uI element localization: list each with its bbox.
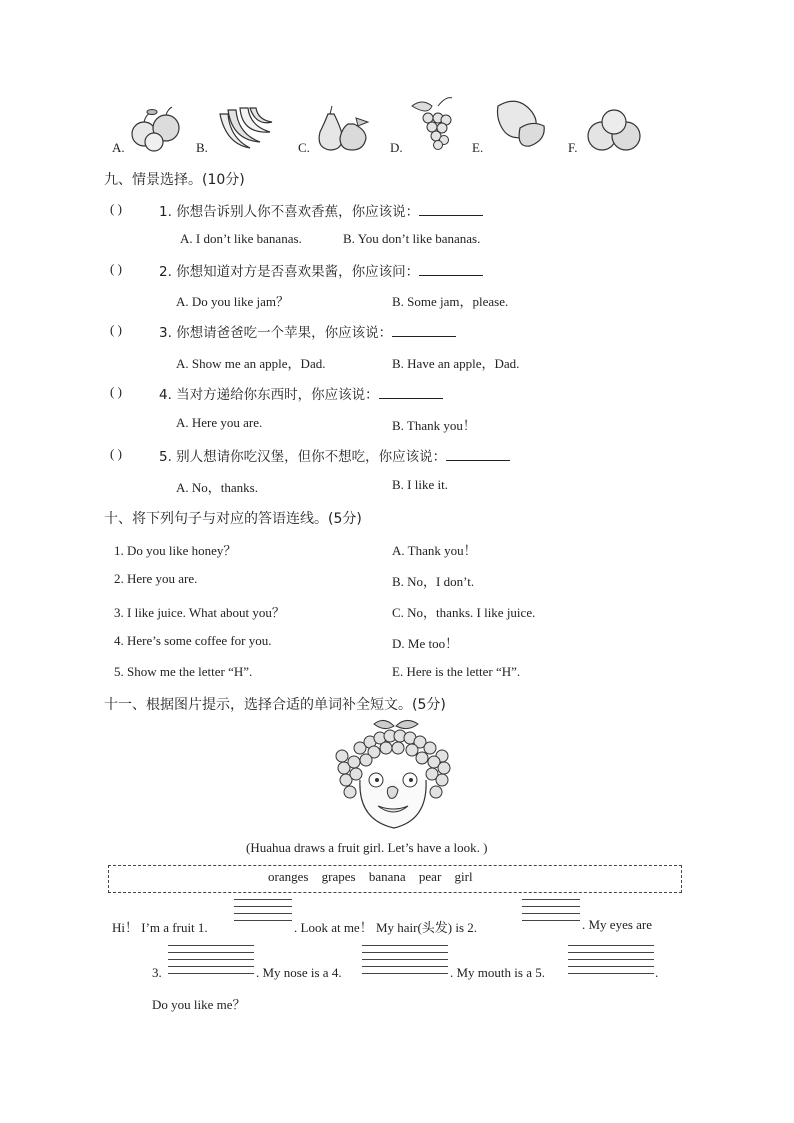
blank-3[interactable] [168,939,254,974]
passage-line-3: Do you like me？ [152,997,246,1012]
option-a: A. Here you are. [176,415,263,430]
label-f: F. [568,140,578,155]
word-bank: oranges grapes banana pear girl [268,869,473,884]
passage-text: . [655,965,659,980]
label-c: C. [298,140,310,155]
blank-1[interactable] [234,893,292,921]
label-e: E. [472,140,484,155]
pears-icon [314,104,374,152]
match-left-item[interactable]: 2. Here you are. [114,571,198,586]
label-d: D. [390,140,403,155]
passage-text: . My mouth is a 5. [450,965,545,980]
question-text: 5. 别人想请你吃汉堡，但你不想吃，你应该说： [159,445,510,465]
blank-4[interactable] [362,939,448,974]
match-right-item[interactable]: D. Me too！ [392,636,459,651]
section11-title: 十一、根据图片提示，选择合适的单词补全短文。(5分) [104,697,446,713]
passage-text: 3. [152,965,162,980]
option-b: B. Thank you！ [392,418,476,433]
match-right-item[interactable]: C. No，thanks. I like juice. [392,605,536,620]
option-b: B. Some jam，please. [392,294,509,309]
match-left-item[interactable]: 3. I like juice. What about you？ [114,605,285,620]
answer-paren[interactable]: ( ) [110,322,122,337]
label-a: A. [112,140,125,155]
bananas-icon [214,104,274,152]
section10-title: 十、将下列句子与对应的答语连线。(5分) [104,511,362,527]
fruit-girl-picture [330,718,458,836]
grapes-icon [408,96,458,152]
answer-paren[interactable]: ( ) [110,384,122,399]
oranges-icon [584,106,646,152]
answer-paren[interactable]: ( ) [110,201,122,216]
match-left-item[interactable]: 4. Here’s some coffee for you. [114,633,272,648]
option-b: B. Have an apple，Dad. [392,356,520,371]
passage-text: . My eyes are [582,917,653,932]
question-text: 4. 当对方递给你东西时，你应该说： [159,383,443,403]
passage-text: Hi！ I’m a fruit 1. [112,920,208,935]
option-b: B. You don’t like bananas. [343,231,481,246]
question-text: 1. 你想告诉别人你不喜欢香蕉，你应该说： [159,200,483,220]
match-right-item[interactable]: B. No，I don’t. [392,574,475,589]
question-text: 2. 你想知道对方是否喜欢果酱，你应该问： [159,260,483,280]
answer-paren[interactable]: ( ) [110,261,122,276]
passage-text: . My nose is a 4. [256,965,342,980]
option-a: A. No，thanks. [176,480,258,495]
blank-5[interactable] [568,939,654,974]
label-b: B. [196,140,208,155]
match-left-item[interactable]: 1. Do you like honey？ [114,543,237,558]
picture-caption: (Huahua draws a fruit girl. Let’s have a look. ) [246,840,488,855]
option-a: A. Do you like jam？ [176,294,290,309]
apples-icon [128,102,184,152]
match-right-item[interactable]: E. Here is the letter “H”. [392,664,521,679]
section9-title: 九、情景选择。(10分) [104,172,245,188]
passage-text: . Look at me！ My hair(头发) is 2. [294,920,478,935]
question-text: 3. 你想请爸爸吃一个苹果，你应该说： [159,321,456,341]
match-left-item[interactable]: 5. Show me the letter “H”. [114,664,253,679]
answer-paren[interactable]: ( ) [110,446,122,461]
mango-icon [490,98,550,150]
match-right-item[interactable]: A. Thank you！ [392,543,477,558]
option-b: B. I like it. [392,477,448,492]
blank-2[interactable] [522,893,580,921]
option-a: A. I don’t like bananas. [180,231,302,246]
option-a: A. Show me an apple，Dad. [176,356,326,371]
